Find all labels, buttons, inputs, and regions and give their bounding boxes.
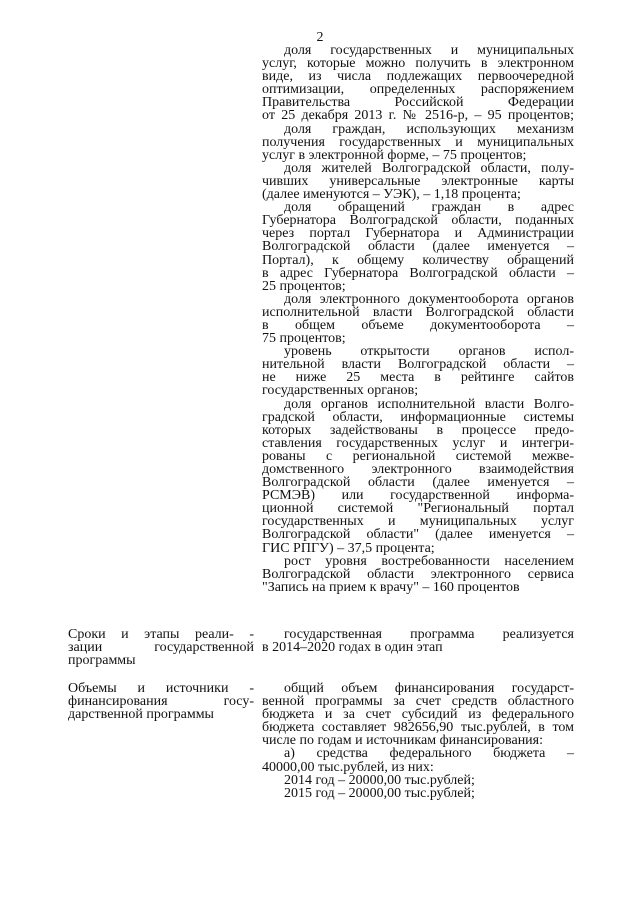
text-line: услуг, которые можно получить в электронном xyxy=(262,56,574,72)
text-line: ГИС РПГУ) – 37,5 процента; xyxy=(262,540,435,556)
funding-label xyxy=(68,682,254,721)
text-line: домственного электронного взаимодействия xyxy=(262,462,574,477)
text-line: от 25 декабря 2013 г. № 2516-р, – 95 процентов; xyxy=(262,108,574,124)
text-line: доля обращений граждан в адрес xyxy=(284,200,574,216)
text-line: виде, из числа подлежащих первоочередной xyxy=(262,69,574,85)
label-line: зации государственной xyxy=(68,640,254,656)
value-line: бюджета составляет 982656,90 тыс.рублей, в том xyxy=(262,720,574,736)
funding-value xyxy=(262,682,574,800)
value-line: бюджета и за счет субсидий из федерального xyxy=(262,707,574,723)
text-line: Волгоградской области (далее именуется – xyxy=(262,239,574,255)
terms-value xyxy=(262,628,574,654)
text-line: не ниже 25 места в рейтинге сайтов xyxy=(262,370,574,386)
text-line: получения государственных и муниципальных xyxy=(262,134,574,150)
label-line: программы xyxy=(68,653,136,669)
text-line: доля государственных и муниципальных xyxy=(284,43,574,58)
label-line: дарственной программы xyxy=(68,707,214,723)
text-line: уровень открытости органов испол- xyxy=(284,344,574,360)
terms-label xyxy=(68,628,254,667)
value-line: 2014 год – 20000,00 тыс.рублей; xyxy=(284,772,475,788)
text-line: рост уровня востребованности населением xyxy=(284,553,574,569)
text-line: оптимизации, определенных распоряжением xyxy=(262,82,574,98)
text-line: рованы с региональной системой межве- xyxy=(262,448,574,464)
text-line: услуг в электронной форме, – 75 процентов; xyxy=(262,147,527,163)
label-line: финансирования госу- xyxy=(68,694,254,710)
text-line: доля граждан, использующих механизм xyxy=(284,121,574,137)
text-line: (далее именуются – УЭК), – 1,18 процента; xyxy=(262,187,521,203)
text-line: чивших универсальные электронные карты xyxy=(262,173,574,189)
text-line: 25 процентов; xyxy=(262,278,346,294)
text-line: Волгоградской области электронного сервиса xyxy=(262,566,574,582)
value-line: 2015 год – 20000,00 тыс.рублей; xyxy=(284,785,475,801)
text-line: доля жителей Волгоградской области, полу- xyxy=(284,160,574,176)
value-line: 40000,00 тыс.рублей, из них: xyxy=(262,759,434,775)
text-line: Губернатора Волгоградской области, поданных xyxy=(262,213,574,229)
text-line: ционной системой "Региональный портал xyxy=(262,501,574,517)
text-line: нительной власти Волгоградской области – xyxy=(262,357,574,373)
value-line: общий объем финансирования государст- xyxy=(284,681,574,696)
text-line: 75 процентов; xyxy=(262,331,346,347)
value-line: числе по годам и источникам финансирования: xyxy=(262,733,544,749)
text-line: доля электронного документооборота органов xyxy=(284,291,574,307)
text-line: исполнительной власти Волгоградской области xyxy=(262,304,574,320)
text-line: в общем объеме документооборота – xyxy=(262,317,574,333)
value-line: государственная программа реализуется xyxy=(284,627,574,642)
text-line: государственных и муниципальных услуг xyxy=(262,514,574,530)
text-line: которых задействованы в процессе предо- xyxy=(262,422,574,438)
text-line: Волгоградской области (далее именуется – xyxy=(262,475,574,491)
value-line: в 2014–2020 годах в один этап xyxy=(262,640,443,656)
text-line: Правительства Российской Федерации xyxy=(262,95,574,111)
page-number: 2 xyxy=(316,30,324,45)
value-line: венной программы за счет средств областного xyxy=(262,694,574,710)
label-line: Сроки и этапы реали- - xyxy=(68,627,254,642)
value-line: а) средства федерального бюджета – xyxy=(284,746,574,762)
text-line: Волгоградской области" (далее именуется – xyxy=(262,527,574,543)
text-line: государственных органов; xyxy=(262,383,419,399)
text-line: Портал), к общему количеству обращений xyxy=(262,252,574,268)
indicators-text xyxy=(262,44,574,594)
text-line: ставления государственных услуг и интегри- xyxy=(262,435,574,451)
text-line: в адрес Губернатора Волгоградской области – xyxy=(262,265,574,281)
text-line: "Запись на прием к врачу" – 160 процентов xyxy=(262,579,520,595)
text-line: РСМЭВ) или государственной информа- xyxy=(262,488,574,504)
text-line: через портал Губернатора и Администрации xyxy=(262,226,574,242)
text-line: градской области, информационные системы xyxy=(262,409,574,425)
label-line: Объемы и источники - xyxy=(68,681,254,696)
text-line: доля органов исполнительной власти Волго- xyxy=(284,396,574,412)
